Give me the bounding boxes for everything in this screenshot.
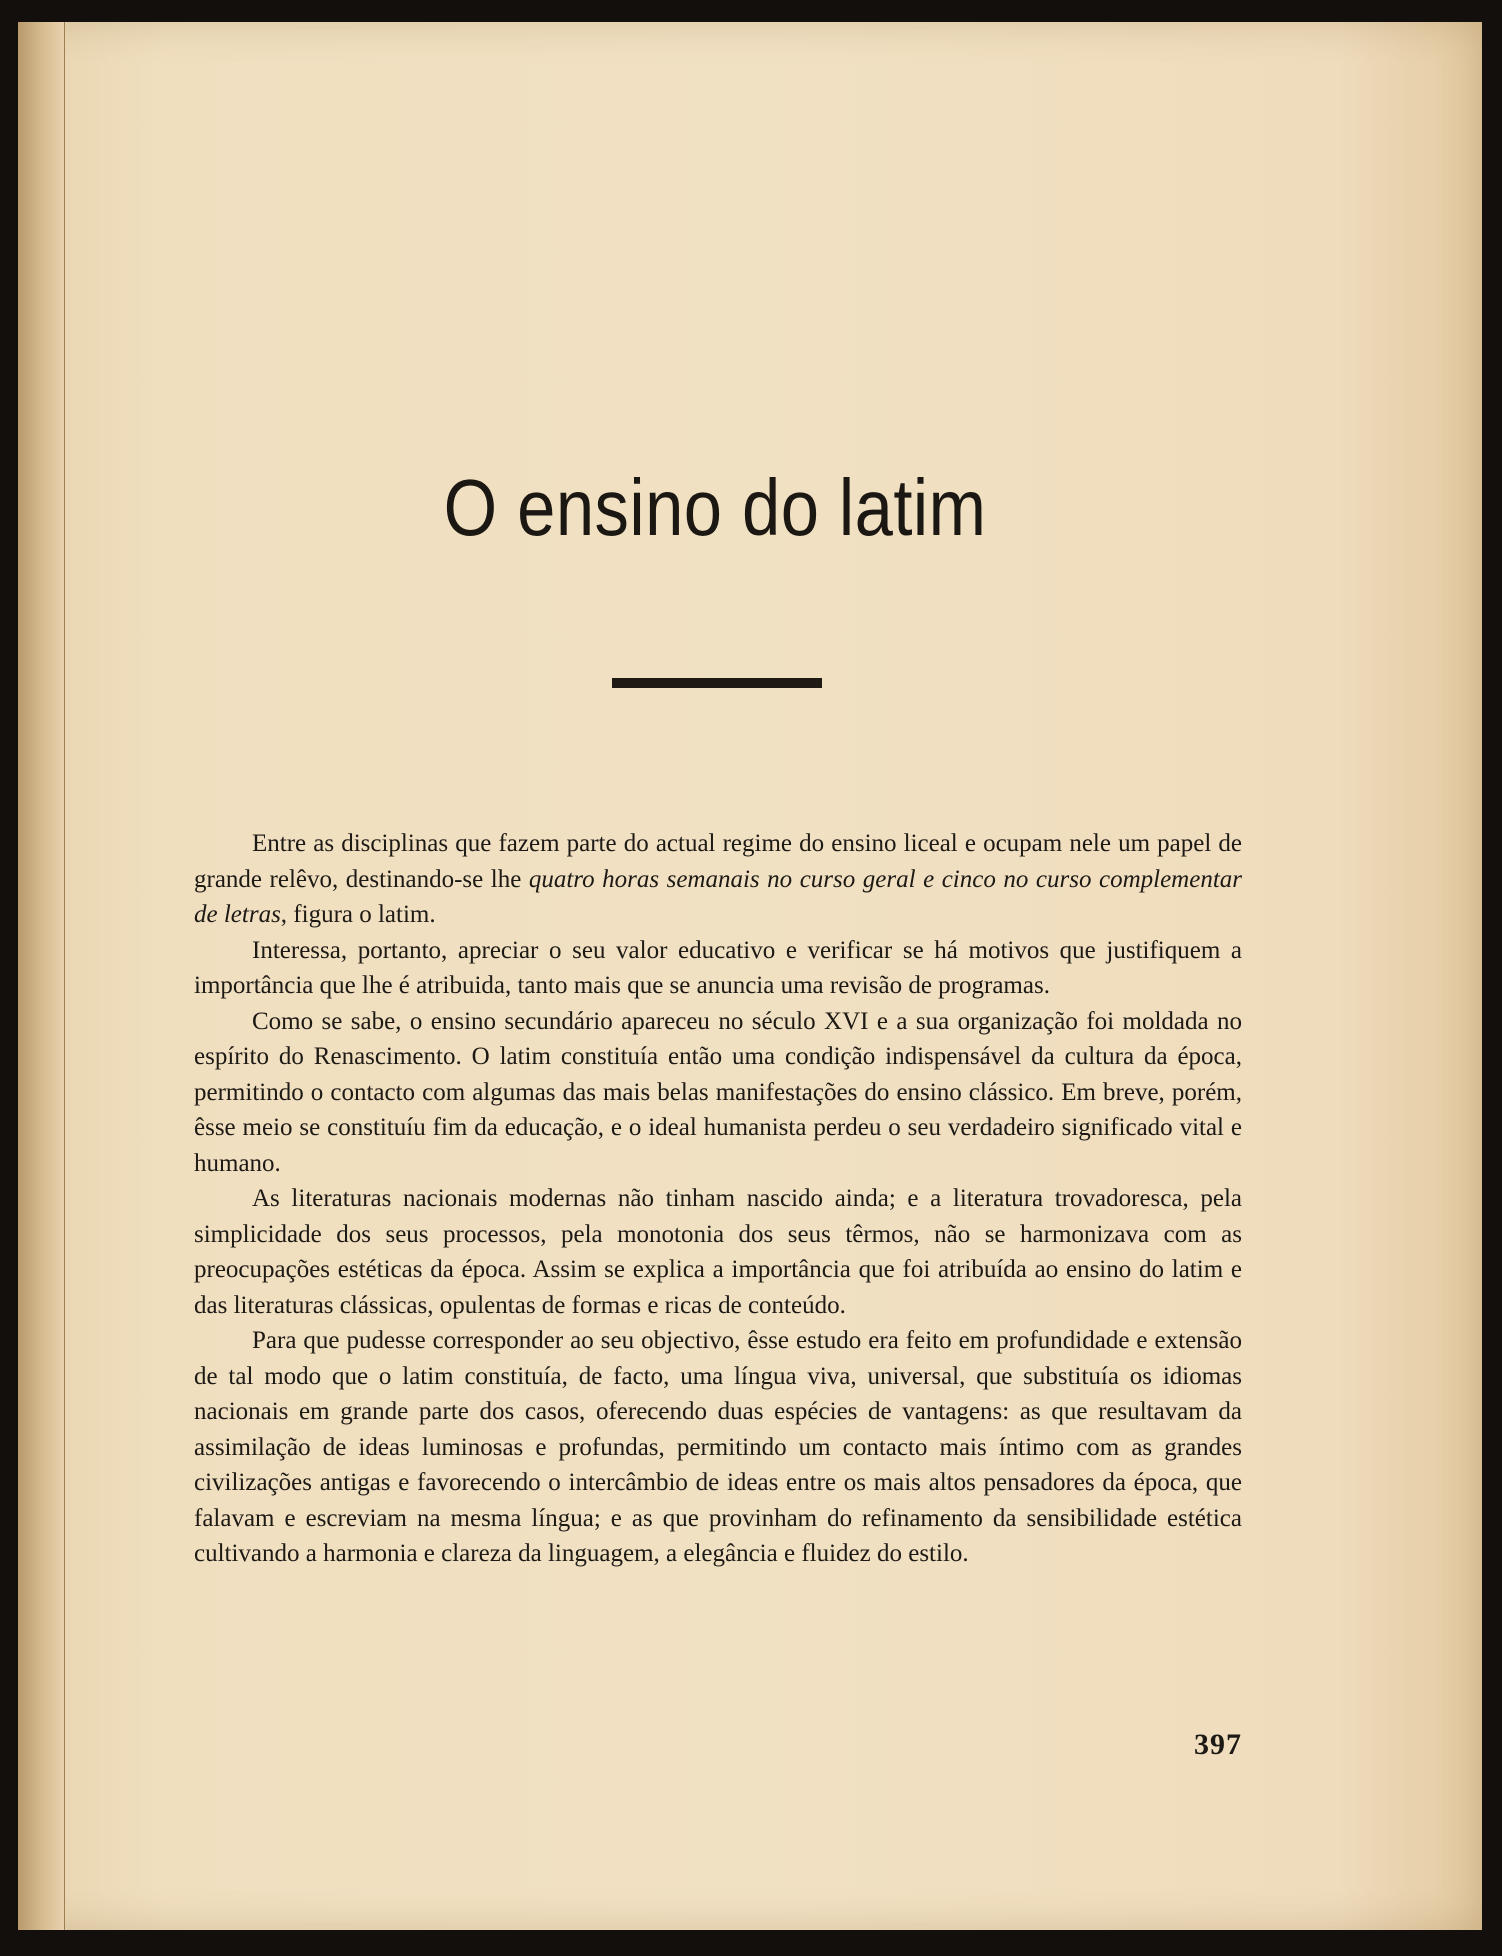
page-number: 397 [1194,1728,1242,1761]
paragraph-4: As literaturas nacionais modernas não tinham nascido ainda; e a literatura trovadoresca, pela simplicidade dos seus processos, pela monotonia dos seus têrmos, não se harmonizava com as preocupações estéticas da época. Assim se explica a importância que foi atribuída ao ensino do latim e das literaturas clássicas, opulentas de formas e ricas de conteúdo. [194,1185,1242,1319]
paragraph-2: Interessa, portanto, apreciar o seu valor educativo e verificar se há motivos que justifiquem a importância que lhe é atribuida, tanto mais que se anuncia uma revisão de programas. [194,936,1242,999]
title-divider-rule [612,678,822,688]
article-title: O ensino do latim [443,463,987,552]
paragraph-3: Como se sabe, o ensino secundário apareceu no século XVI e a sua organização foi moldada no espírito do Renascimento. O latim constituía então uma condição indispensável da cultura da época, permitindo o contacto com algumas das mais belas manifestações do ensino clássico. Em breve, porém, êsse meio se constituíu fim da educação, e o ideal humanista perdeu o seu verdadeiro significado vital e humano. [194,1007,1242,1177]
paragraph-1 [194,826,1242,933]
article-body [194,826,1242,1572]
paragraph-1-end: , figura o latim. [280,901,436,928]
book-spine-edge [18,22,65,1930]
paragraph-1-emphasis: quatro horas semanais no curso geral e cinco no curso complementar de letras [194,865,1242,928]
paragraph-5: Para que pudesse corresponder ao seu objectivo, êsse estudo era feito em profundidade e extensão de tal modo que o latim constituía, de facto, uma língua viva, universal, que substituía os idiomas nacionais em grande parte dos casos, oferecendo duas espécies de vantagens: as que resultavam da assimilação de ideas luminosas e profundas, permitindo um contacto mais íntimo com as grandes civilizações antigas e favorecendo o intercâmbio de ideas entre os mais altos pensadores da época, que falavam e escreviam na mesma língua; e as que provinham do refinamento da sensibilidade estética cultivando a harmonia e clareza da linguagem, a elegância e fluidez do estilo. [194,1327,1242,1567]
paragraph-1-start: Entre as disciplinas que fazem parte do actual regime do ensino liceal e ocupam nele um papel de grande relêvo, destinando-se lhe [194,830,1242,893]
